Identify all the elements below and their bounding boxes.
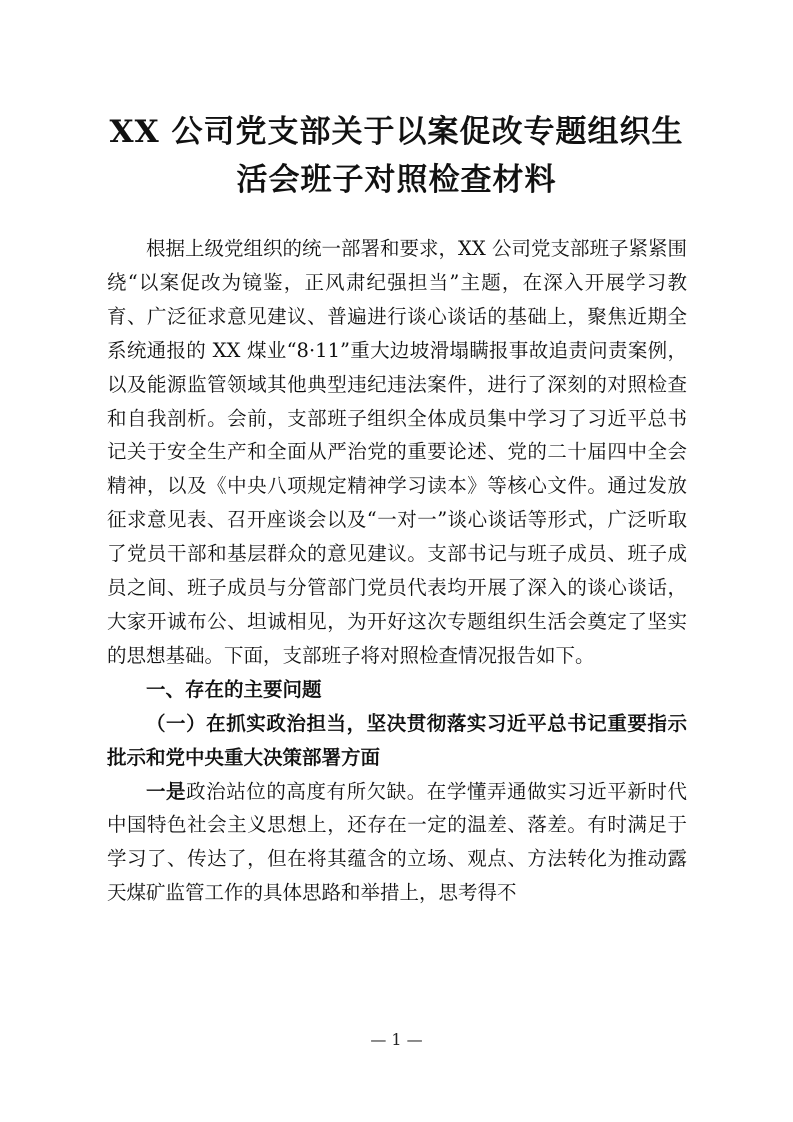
point-lead-title: 政治站位的高度有所欠缺。 [186, 779, 427, 803]
point-lead: 一是 [146, 779, 187, 803]
intro-paragraph: 根据上级党组织的统一部署和要求，XX 公司党支部班子紧紧围绕“以案促改为镜鉴，正风肃纪强担当”主题，在深入开展学习教育、广泛征求意见建议、普遍进行谈心谈话的基础上，聚焦近期全系统通报的 XX 煤业“8·11”重大边坡滑塌瞒报事故追责问责案例，以及能源监管领域其他典型违纪违法案件，进行了深刻的对照检查和自我剖析。会前，支部班子组织全体成员集中学习了习近平总书记关于安全生产和全面从严治党的重要论述、党的二十届四中全会精神，以及《中央八项规定精神学习读本》等核心文件。通过发放征求意见表、召开座谈会以及“一对一”谈心谈话等形式，广泛听取了党员干部和基层群众的意见建议。支部书记与班子成员、班子成员之间、班子成员与分管部门党员代表均开展了深入的谈心谈话，大家开诚布公、坦诚相见，为开好这次专题组织生活会奠定了坚实的思想基础。下面，支部班子将对照检查情况报告如下。 [107, 237, 687, 667]
point-paragraph [107, 775, 687, 911]
section-heading: 一、存在的主要问题 [146, 677, 322, 701]
page-number: — 1 — [370, 1030, 423, 1049]
document-body [107, 232, 687, 910]
title-line-1: XX 公司党支部关于以案促改专题组织生 [109, 114, 684, 150]
title-line-2: 活会班子对照检查材料 [236, 162, 557, 198]
subsection-heading: （一）在抓实政治担当，坚决贯彻落实习近平总书记重要指示批示和党中央重大决策部署方面 [107, 711, 687, 769]
document-title [80, 108, 713, 204]
point-body-text: 在学懂弄通做实习近平新时代中国特色社会主义思想上，还存在一定的温差、落差。有时满足于学习了、传达了，但在将其蕴含的立场、观点、方法转化为推动露天煤矿监管工作的具体思路和举措上，思考得不 [107, 779, 687, 905]
